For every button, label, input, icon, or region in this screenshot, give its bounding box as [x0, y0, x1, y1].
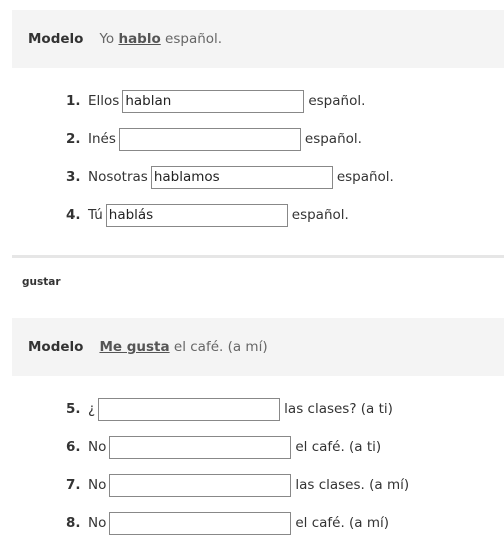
modelo-label: Modelo: [28, 339, 84, 355]
modelo-label: Modelo: [28, 31, 84, 47]
modelo-box-2: [12, 318, 504, 376]
item-number: 1.: [66, 93, 81, 109]
item-after-text: español.: [304, 131, 362, 147]
exercise-item-2: [66, 127, 362, 151]
exercise-item-6: [66, 435, 381, 459]
item-after-text: las clases? (a ti): [284, 401, 393, 417]
item-before-text: ¿: [88, 401, 96, 417]
answer-input-4[interactable]: [106, 204, 288, 227]
item-number: 8.: [66, 515, 81, 531]
item-number: 4.: [66, 207, 81, 223]
answer-input-7[interactable]: [109, 474, 291, 497]
modelo-answer: Me gusta: [99, 339, 170, 355]
exercise-item-8: [66, 511, 389, 535]
item-before-text: No: [88, 477, 107, 493]
answer-input-8[interactable]: [109, 512, 291, 535]
modelo-example: [99, 31, 222, 47]
item-number: 7.: [66, 477, 81, 493]
modelo-suffix: español.: [165, 31, 223, 47]
answer-input-1[interactable]: [122, 90, 304, 113]
exercise-item-5: [66, 397, 393, 421]
exercise-item-1: [66, 89, 365, 113]
answer-input-2[interactable]: [119, 128, 301, 151]
item-subject: Tú: [88, 207, 103, 223]
modelo-prefix: Yo: [99, 31, 115, 47]
item-after-text: el café. (a mí): [295, 515, 390, 531]
item-number: 6.: [66, 439, 81, 455]
item-subject: Ellos: [88, 93, 120, 109]
item-subject: Nosotras: [88, 169, 148, 185]
answer-input-6[interactable]: [109, 436, 291, 459]
section-title: gustar: [22, 276, 61, 288]
item-before-text: No: [88, 439, 107, 455]
answer-input-3[interactable]: [151, 166, 333, 189]
item-subject: Inés: [88, 131, 116, 147]
modelo-box-1: [12, 10, 504, 68]
item-after-text: español.: [308, 93, 366, 109]
exercise-item-4: [66, 203, 349, 227]
item-number: 3.: [66, 169, 81, 185]
answer-input-5[interactable]: [98, 398, 280, 421]
modelo-suffix: el café. (a mí): [173, 339, 268, 355]
item-after-text: el café. (a ti): [295, 439, 382, 455]
item-after-text: las clases. (a mí): [295, 477, 410, 493]
section-divider: [12, 255, 504, 258]
exercise-item-7: [66, 473, 409, 497]
item-before-text: No: [88, 515, 107, 531]
exercise-item-3: [66, 165, 394, 189]
item-after-text: español.: [291, 207, 349, 223]
item-number: 2.: [66, 131, 81, 147]
modelo-example: [99, 339, 267, 355]
item-number: 5.: [66, 401, 81, 417]
item-after-text: español.: [336, 169, 394, 185]
modelo-answer: hablo: [118, 31, 161, 47]
